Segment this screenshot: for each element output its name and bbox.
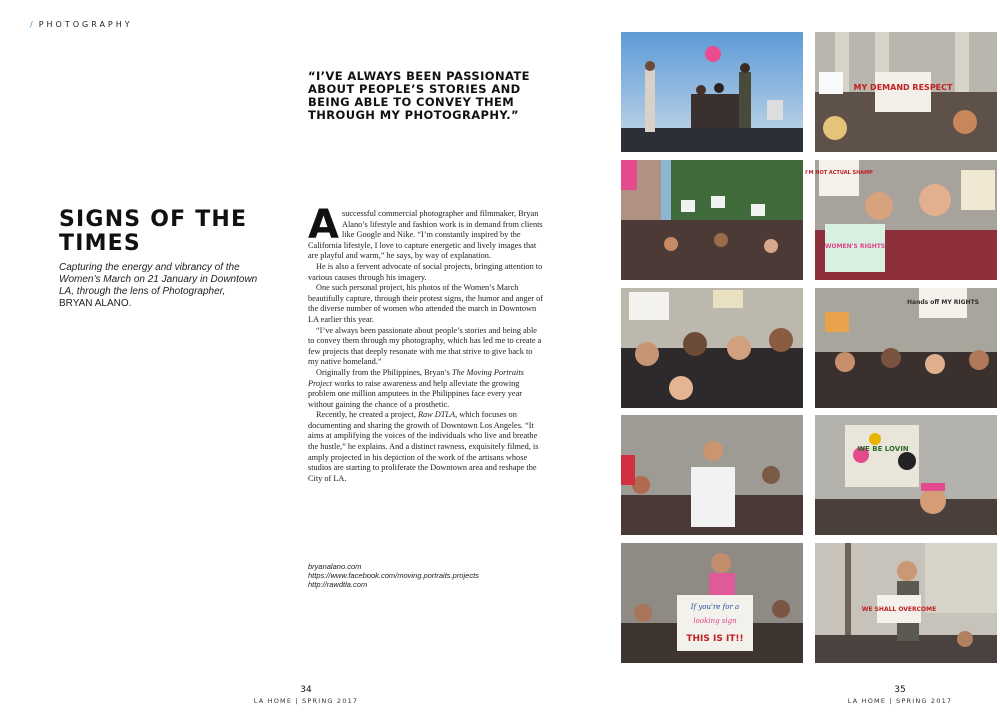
photo-5 xyxy=(621,288,803,408)
magazine-issue-left: LA HOME | SPRING 2017 xyxy=(253,697,359,705)
article-headline: SIGNS OF THE TIMES xyxy=(59,207,248,256)
photo-6-sign-text: Hands off MY RIGHTS xyxy=(907,299,979,306)
page-number-left: 34 xyxy=(300,685,312,695)
link-facebook[interactable]: https://www.facebook.com/moving.portraits.projects xyxy=(308,571,479,580)
project-title-moving-portraits: The Moving Portraits Project xyxy=(308,367,524,388)
link-rawdtla[interactable]: http://rawdtla.com xyxy=(308,580,368,589)
body-paragraph-3: One such personal project, his photos of the Women’s March beautifully capture, through their protest signs, the humor and anger of the diverse number of women who attended the march in Downtown LA earlier this year. xyxy=(308,283,544,324)
photo-4-sign-b: WOMEN'S RIGHTS xyxy=(824,243,886,250)
photo-1 xyxy=(621,32,803,152)
photo-10-sign-text: WE SHALL OVERCOME xyxy=(861,606,937,613)
paragraph-6-text-b: , which focuses on documenting and sharing the growth of Downtown Los Angeles. “It aims at amplifying the voices of the individuals who live and breathe the hustle,” he explains. And a distinct rawness, exquisitely filmed, is amply projected in his depiction of the work of the artisans whose studios are starting to proliferate the Downtown area and reshape the City of LA. xyxy=(308,410,539,483)
paragraph-6-text-a: Recently, he created a project, xyxy=(316,410,418,420)
body-paragraph-5 xyxy=(308,368,544,410)
article-standfirst xyxy=(59,262,259,310)
photo-4 xyxy=(805,160,997,280)
photo-10 xyxy=(815,543,997,663)
photo-3 xyxy=(621,160,803,280)
photo-8 xyxy=(815,415,997,535)
project-title-raw-dtla: Raw DTLA xyxy=(417,410,456,420)
body-paragraph-1 xyxy=(308,202,544,262)
photo-6 xyxy=(815,288,997,408)
body-paragraph-4: “I’ve always been passionate about people’s stories and being able to convey them through my photography, which has led me to create a few projects that deeply resonate with me that strive to give back to my native homeland.” xyxy=(308,325,542,367)
photo-2-sign-text: MY DEMAND RESPECT xyxy=(853,83,953,92)
folio-left xyxy=(236,685,376,705)
article-body xyxy=(308,202,544,484)
paragraph-5-text-a: Originally from the Philippines, Bryan’s xyxy=(316,367,452,377)
section-label xyxy=(30,20,133,29)
drop-cap: A xyxy=(308,202,339,248)
folio-right xyxy=(830,685,970,705)
body-paragraph-6 xyxy=(308,410,544,484)
photo-7 xyxy=(621,415,803,535)
photographer-credit: BRYAN ALANO. xyxy=(59,298,132,309)
magazine-issue-right: LA HOME | SPRING 2017 xyxy=(847,697,953,705)
photo-9 xyxy=(621,543,803,663)
body-paragraph-2: He is also a fervent advocate of social projects, bringing attention to various causes through his imagery. xyxy=(308,261,543,282)
photo-8-sign-text: WE BE LOVIN xyxy=(857,445,909,453)
pull-quote: “I’VE ALWAYS BEEN PASSIONATE ABOUT PEOPLE’S STORIES AND BEING ABLE TO CONVEY THEM THROUGH MY PHOTOGRAPHY.” xyxy=(308,69,530,122)
paragraph-1-text: successful commercial photographer and filmmaker, Bryan Alano’s lifestyle and fashion work is in demand from clients like Google and Nike. “I’m constantly inspired by the California lifestyle, I love to capture energetic and lively images that are playful and warm,” he says, by way of explanation. xyxy=(308,209,543,261)
photo-2 xyxy=(815,32,997,152)
section-slash: / xyxy=(30,20,33,29)
photo-4-sign-a: I'M NOT ACTUAL SHAMP xyxy=(805,170,873,176)
standfirst-text: Capturing the energy and vibrancy of the Women’s March on 21 January in Downtown LA, through the lens of Photographer, xyxy=(59,262,258,297)
page-number-right: 35 xyxy=(894,685,906,695)
link-website[interactable]: bryanalano.com xyxy=(308,562,362,571)
reference-links xyxy=(308,562,548,589)
paragraph-5-text-b: works to raise awareness and help alleviate the growing problem one million amputees in the Philippines face every year without gaining the chance of a prosthetic. xyxy=(308,378,523,409)
photo-9-sign-a: If you're for a xyxy=(690,603,740,611)
section-name: PHOTOGRAPHY xyxy=(38,20,133,29)
photo-9-sign-b: looking sign xyxy=(693,617,737,625)
photo-9-sign-c: THIS IS IT!! xyxy=(686,634,744,644)
